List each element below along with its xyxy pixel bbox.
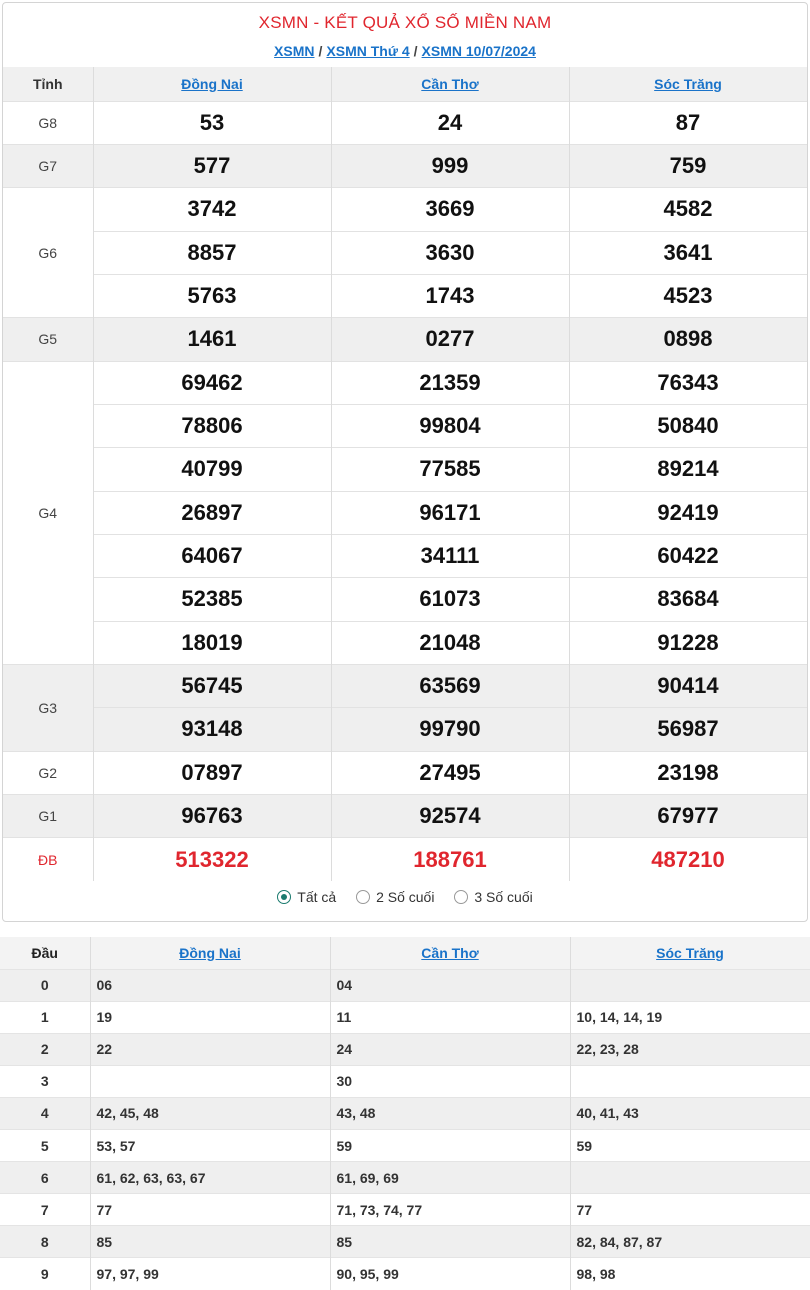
dau-digit: 8 (0, 1226, 90, 1258)
dau-digit: 6 (0, 1162, 90, 1194)
prize-number: 07897 (93, 751, 331, 794)
dau-values: 22, 23, 28 (570, 1033, 810, 1065)
results-card (2, 2, 808, 922)
prize-row (3, 621, 807, 664)
dau-values: 77 (570, 1194, 810, 1226)
prize-number: 18019 (93, 621, 331, 664)
results-table (3, 67, 808, 881)
dau-row (0, 1097, 810, 1129)
prize-row (3, 361, 807, 404)
prize-number: 64067 (93, 534, 331, 577)
prize-label: G5 (3, 318, 93, 361)
dau-table (0, 937, 810, 1290)
prize-number: 87 (569, 101, 807, 144)
breadcrumb-xsmn-link[interactable]: XSMN (274, 43, 315, 59)
prize-number: 56745 (93, 664, 331, 707)
prize-number: 3641 (569, 231, 807, 274)
dau-header-soc-trang (570, 937, 810, 969)
prize-number: 40799 (93, 448, 331, 491)
dau-values: 22 (90, 1033, 330, 1065)
page-title: XSMN - KẾT QUẢ XỔ SỐ MIỀN NAM (258, 13, 552, 32)
dau-values: 71, 73, 74, 77 (330, 1194, 570, 1226)
prize-label: G3 (3, 664, 93, 751)
prize-number: 91228 (569, 621, 807, 664)
prize-number: 513322 (93, 838, 331, 881)
prize-number: 8857 (93, 231, 331, 274)
prize-number: 3742 (93, 188, 331, 231)
dau-values: 61, 69, 69 (330, 1162, 570, 1194)
dau-values (570, 969, 810, 1001)
dau-values (570, 1065, 810, 1097)
prize-row (3, 708, 807, 751)
dau-digit: 4 (0, 1097, 90, 1129)
prize-number: 759 (569, 144, 807, 187)
prize-row (3, 101, 807, 144)
dau-values: 19 (90, 1001, 330, 1033)
filter-all-radio[interactable] (277, 889, 336, 905)
prize-number: 99790 (331, 708, 569, 751)
dau-header-dong-nai (90, 937, 330, 969)
prize-number: 0898 (569, 318, 807, 361)
dau-values: 10, 14, 14, 19 (570, 1001, 810, 1033)
breadcrumb-separator: / (413, 43, 418, 59)
dau-column-header: Đầu (0, 937, 90, 969)
prize-row (3, 664, 807, 707)
prize-number: 4523 (569, 274, 807, 317)
dau-row (0, 1033, 810, 1065)
filter-last3-radio[interactable] (454, 889, 532, 905)
prize-row (3, 534, 807, 577)
prize-number: 34111 (331, 534, 569, 577)
prize-row (3, 274, 807, 317)
dau-digit: 0 (0, 969, 90, 1001)
dau-values: 77 (90, 1194, 330, 1226)
prize-number: 487210 (569, 838, 807, 881)
prize-number: 63569 (331, 664, 569, 707)
prize-number: 27495 (331, 751, 569, 794)
province-link-soc-trang[interactable]: Sóc Trăng (654, 75, 722, 92)
prize-number: 92574 (331, 795, 569, 838)
prize-number: 60422 (569, 534, 807, 577)
prize-number: 61073 (331, 578, 569, 621)
radio-empty-icon (454, 890, 468, 904)
prize-number: 24 (331, 101, 569, 144)
prize-row (3, 144, 807, 187)
radio-selected-icon (277, 890, 291, 904)
prize-number: 3630 (331, 231, 569, 274)
dau-digit: 9 (0, 1258, 90, 1290)
dau-values: 42, 45, 48 (90, 1097, 330, 1129)
province-column-header: Tỉnh (3, 67, 93, 101)
dau-digit: 7 (0, 1194, 90, 1226)
dau-body (0, 969, 810, 1290)
prize-label: G7 (3, 144, 93, 187)
province-link-dong-nai[interactable]: Đồng Nai (181, 75, 243, 92)
results-body (3, 101, 807, 881)
prize-number: 53 (93, 101, 331, 144)
filter-label: 2 Số cuối (376, 889, 435, 905)
dau-row (0, 1194, 810, 1226)
dau-values: 97, 97, 99 (90, 1258, 330, 1290)
prize-row (3, 448, 807, 491)
prize-row (3, 231, 807, 274)
dau-values: 85 (330, 1226, 570, 1258)
prize-number: 188761 (331, 838, 569, 881)
prize-number: 76343 (569, 361, 807, 404)
dau-values: 53, 57 (90, 1129, 330, 1161)
prize-number: 89214 (569, 448, 807, 491)
dau-values: 59 (330, 1129, 570, 1161)
filter-label: 3 Số cuối (474, 889, 533, 905)
prize-number: 96763 (93, 795, 331, 838)
prize-number: 92419 (569, 491, 807, 534)
dau-values: 59 (570, 1129, 810, 1161)
dau-row (0, 1226, 810, 1258)
breadcrumb-date-link[interactable]: XSMN 10/07/2024 (421, 43, 536, 59)
prize-number: 50840 (569, 404, 807, 447)
dau-values: 90, 95, 99 (330, 1258, 570, 1290)
dau-values: 24 (330, 1033, 570, 1065)
breadcrumb-weekday-link[interactable]: XSMN Thứ 4 (326, 43, 410, 59)
dau-values: 06 (90, 969, 330, 1001)
dau-row (0, 1001, 810, 1033)
prize-number: 1461 (93, 318, 331, 361)
prize-row (3, 795, 807, 838)
prize-number: 999 (331, 144, 569, 187)
dau-values: 04 (330, 969, 570, 1001)
dau-values: 40, 41, 43 (570, 1097, 810, 1129)
dau-values (570, 1162, 810, 1194)
prize-label: G8 (3, 101, 93, 144)
prize-label: G2 (3, 751, 93, 794)
prize-row (3, 491, 807, 534)
prize-row (3, 318, 807, 361)
prize-number: 93148 (93, 708, 331, 751)
prize-number: 5763 (93, 274, 331, 317)
prize-label: G1 (3, 795, 93, 838)
dau-digit: 2 (0, 1033, 90, 1065)
dau-province-link-can-tho[interactable]: Cần Thơ (421, 944, 479, 961)
dau-row (0, 1129, 810, 1161)
prize-row (3, 578, 807, 621)
prize-number: 56987 (569, 708, 807, 751)
prize-number: 83684 (569, 578, 807, 621)
prize-number: 67977 (569, 795, 807, 838)
prize-number: 77585 (331, 448, 569, 491)
province-link-can-tho[interactable]: Cần Thơ (421, 75, 479, 92)
prize-number: 4582 (569, 188, 807, 231)
radio-empty-icon (356, 890, 370, 904)
dau-province-link-dong-nai[interactable]: Đồng Nai (179, 944, 241, 961)
prize-number: 0277 (331, 318, 569, 361)
province-header-dong-nai (93, 67, 331, 101)
breadcrumb-separator: / (318, 43, 323, 59)
dau-digit: 3 (0, 1065, 90, 1097)
prize-row (3, 838, 807, 881)
dau-values: 98, 98 (570, 1258, 810, 1290)
prize-label: G4 (3, 361, 93, 664)
dau-header-can-tho (330, 937, 570, 969)
digit-filter (3, 889, 807, 907)
prize-number: 21048 (331, 621, 569, 664)
prize-number: 23198 (569, 751, 807, 794)
dau-digit: 5 (0, 1129, 90, 1161)
prize-number: 21359 (331, 361, 569, 404)
prize-label: G6 (3, 188, 93, 318)
province-header-soc-trang (569, 67, 807, 101)
dau-province-link-soc-trang[interactable]: Sóc Trăng (656, 944, 724, 961)
prize-row (3, 404, 807, 447)
prize-number: 26897 (93, 491, 331, 534)
province-header-can-tho (331, 67, 569, 101)
dau-values: 61, 62, 63, 63, 67 (90, 1162, 330, 1194)
dau-values: 85 (90, 1226, 330, 1258)
prize-number: 577 (93, 144, 331, 187)
prize-number: 52385 (93, 578, 331, 621)
prize-row (3, 751, 807, 794)
prize-row (3, 188, 807, 231)
dau-values: 30 (330, 1065, 570, 1097)
breadcrumb (3, 43, 807, 59)
dau-values: 43, 48 (330, 1097, 570, 1129)
prize-number: 96171 (331, 491, 569, 534)
filter-label: Tất cả (297, 889, 337, 905)
prize-number: 78806 (93, 404, 331, 447)
filter-last2-radio[interactable] (356, 889, 434, 905)
prize-label: ĐB (3, 838, 93, 881)
dau-values: 82, 84, 87, 87 (570, 1226, 810, 1258)
prize-number: 1743 (331, 274, 569, 317)
prize-number: 99804 (331, 404, 569, 447)
dau-row (0, 1065, 810, 1097)
prize-number: 69462 (93, 361, 331, 404)
prize-number: 3669 (331, 188, 569, 231)
dau-values: 11 (330, 1001, 570, 1033)
prize-number: 90414 (569, 664, 807, 707)
dau-row (0, 1162, 810, 1194)
dau-digit: 1 (0, 1001, 90, 1033)
dau-row (0, 1258, 810, 1290)
dau-row (0, 969, 810, 1001)
dau-values (90, 1065, 330, 1097)
